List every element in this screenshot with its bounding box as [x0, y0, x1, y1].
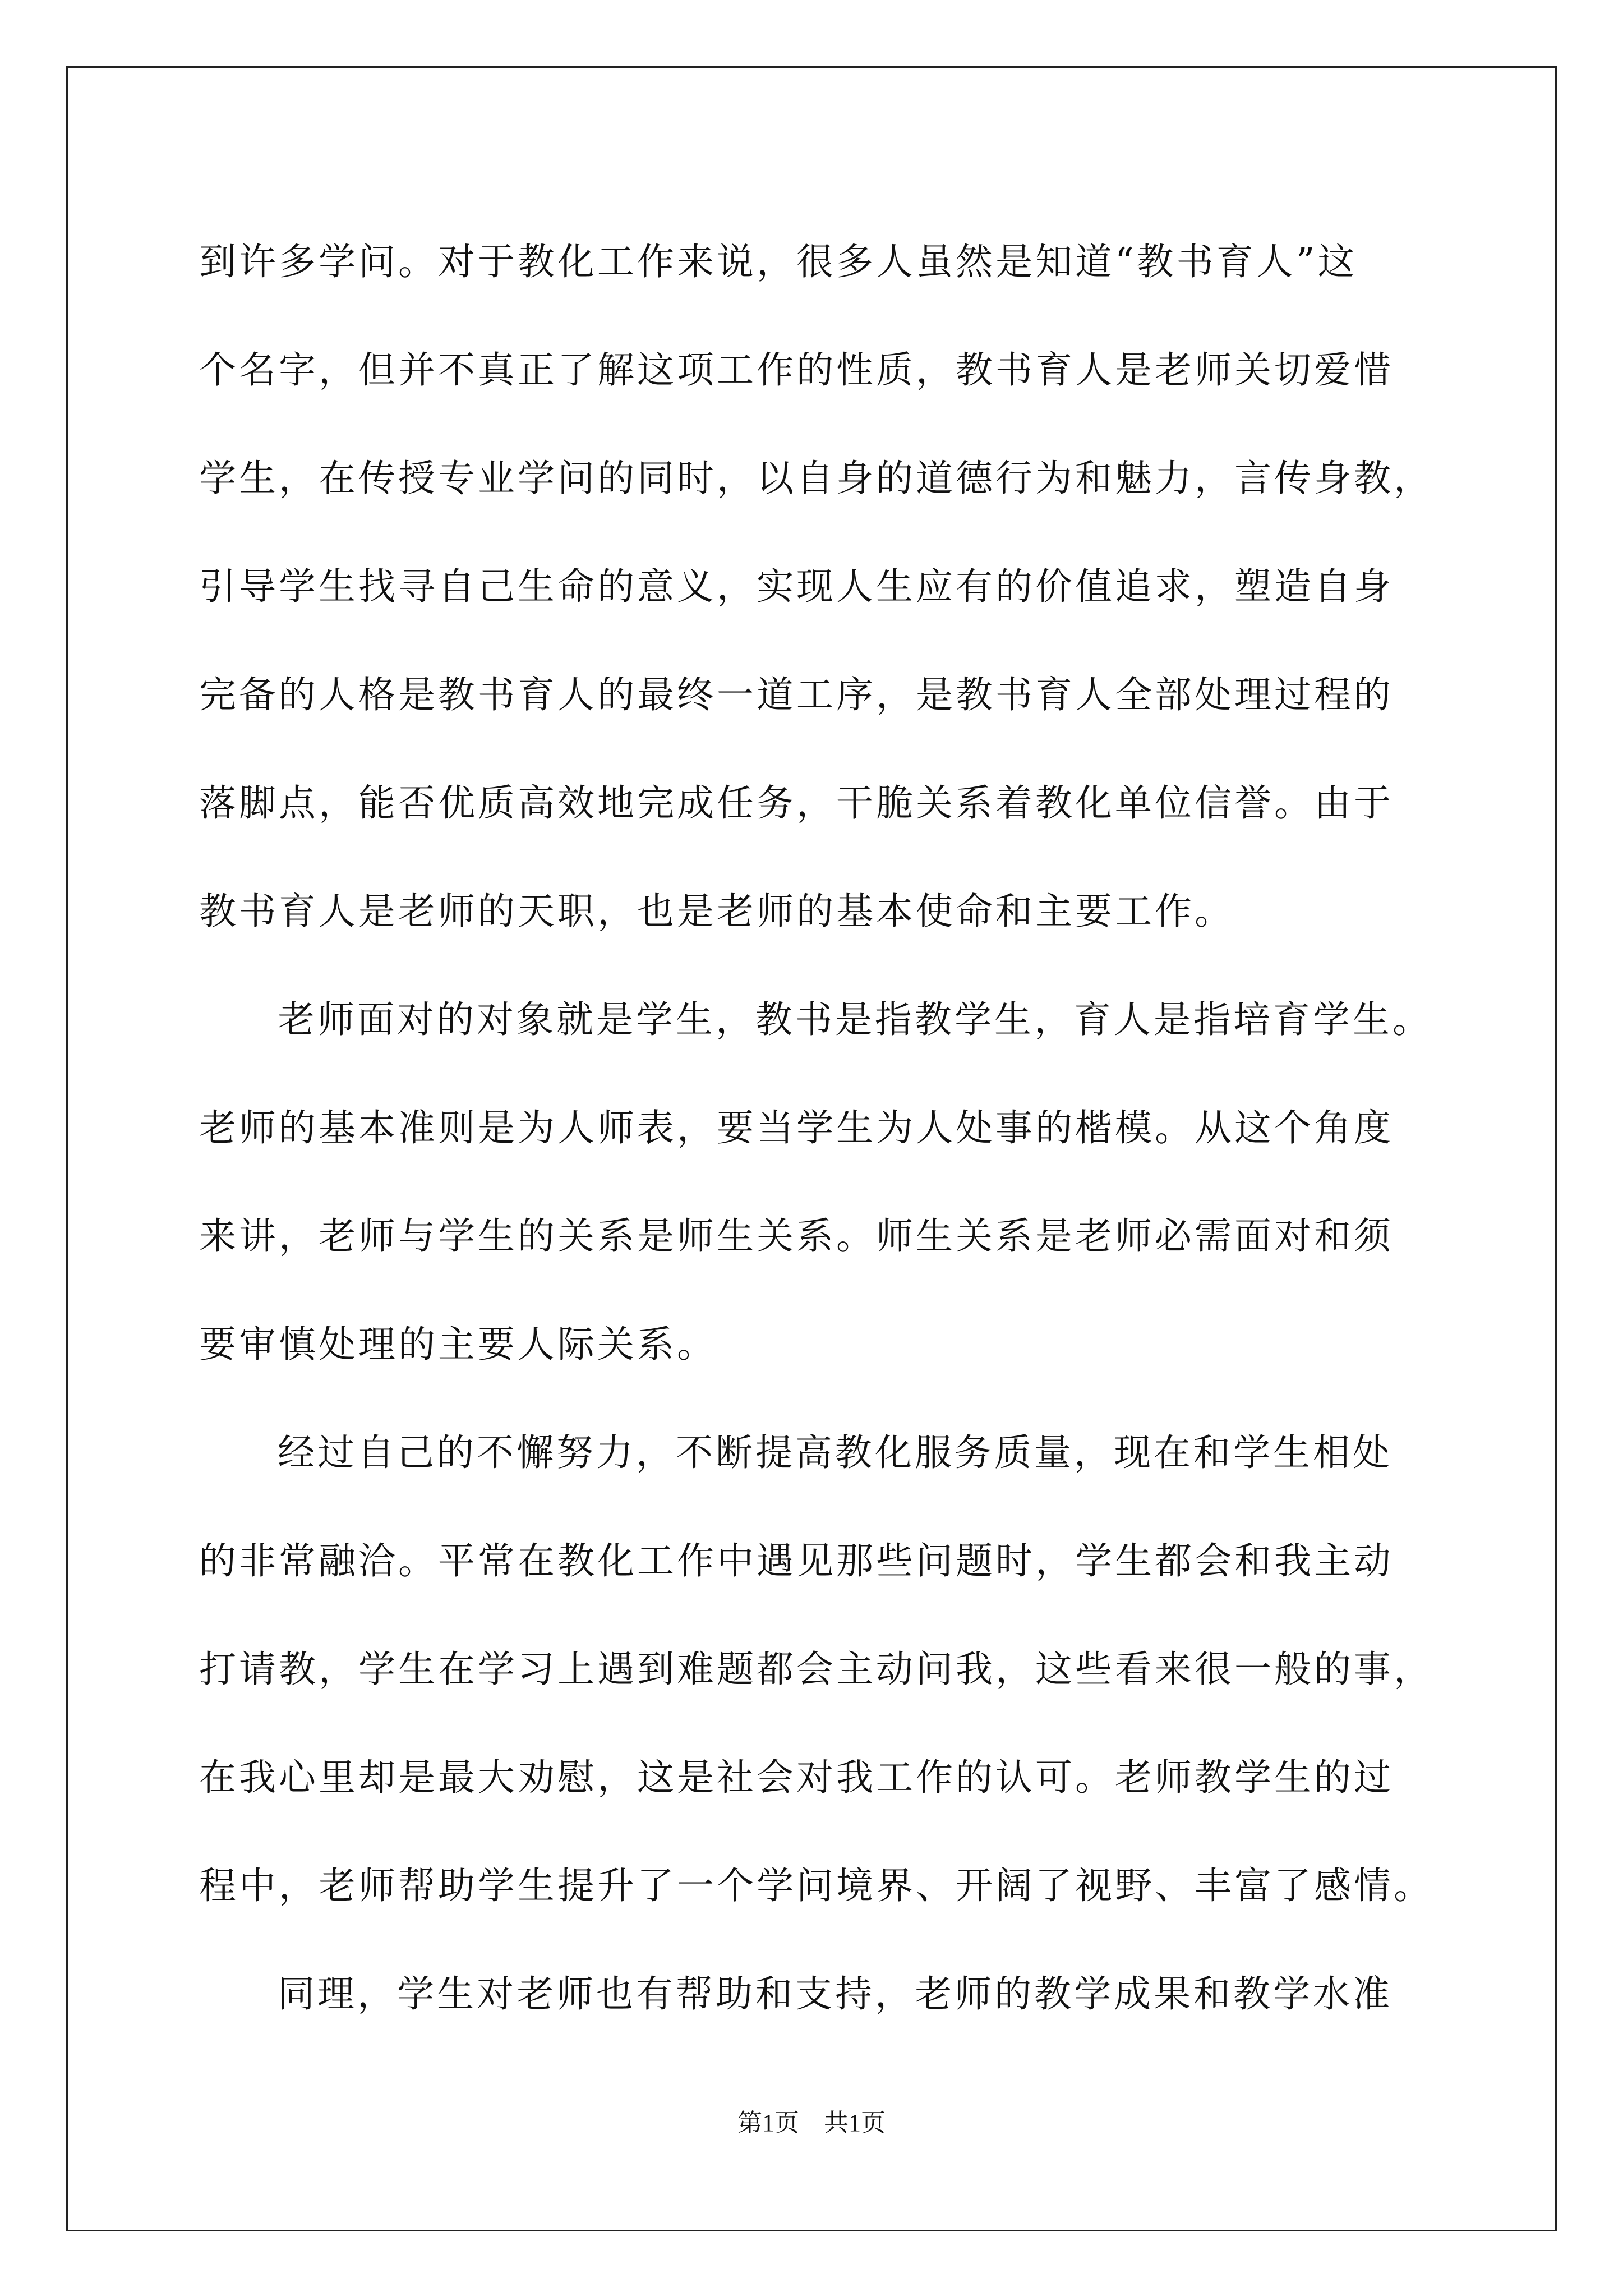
- text-line: 教书育人是老师的天职，也是老师的基本使命和主要工作。: [199, 890, 1234, 933]
- document-body: [199, 208, 1433, 2048]
- text-line: 引导学生找寻自己生命的意义，实现人生应有的价值追求，塑造自身: [199, 565, 1394, 608]
- text-line: 老师的基本准则是为人师表，要当学生为人处事的楷模。从这个角度: [199, 1106, 1394, 1149]
- page-number-footer: 第1页 共1页: [737, 2109, 886, 2137]
- text-line: 个名字，但并不真正了解这项工作的性质，教书育人是老师关切爱惜: [199, 348, 1394, 392]
- text-line: 程中，老师帮助学生提升了一个学问境界、开阔了视野、丰富了感情。: [199, 1864, 1433, 1907]
- text-line: 来讲，老师与学生的关系是师生关系。师生关系是老师必需面对和须: [199, 1214, 1394, 1258]
- text-line: 要审慎处理的主要人际关系。: [199, 1323, 717, 1366]
- paragraph-start-line: 同理，学生对老师也有帮助和支持，老师的教学成果和教学水准: [278, 1972, 1393, 2016]
- text-line: 在我心里却是最大劝慰，这是社会对我工作的认可。老师教学生的过: [199, 1756, 1394, 1799]
- text-line: 完备的人格是教书育人的最终一道工序，是教书育人全部处理过程的: [199, 673, 1394, 716]
- text-line: 的非常融洽。平常在教化工作中遇见那些问题时，学生都会和我主动: [199, 1539, 1394, 1582]
- paragraph-start-line: 老师面对的对象就是学生，教书是指教学生，育人是指培育学生。: [278, 998, 1432, 1041]
- text-line: 落脚点，能否优质高效地完成任务，干脆关系着教化单位信誉。由于: [199, 781, 1394, 825]
- text-line: 打请教，学生在学习上遇到难题都会主动问我，这些看来很一般的事，: [199, 1648, 1433, 1691]
- paragraph-start-line: 经过自己的不懈努力，不断提高教化服务质量，现在和学生相处: [278, 1431, 1393, 1474]
- text-line: 学生，在传授专业学问的同时，以自身的道德行为和魅力，言传身教，: [199, 457, 1433, 500]
- text-line: 到许多学问。对于教化工作来说，很多人虽然是知道“教书育人”这: [199, 240, 1358, 283]
